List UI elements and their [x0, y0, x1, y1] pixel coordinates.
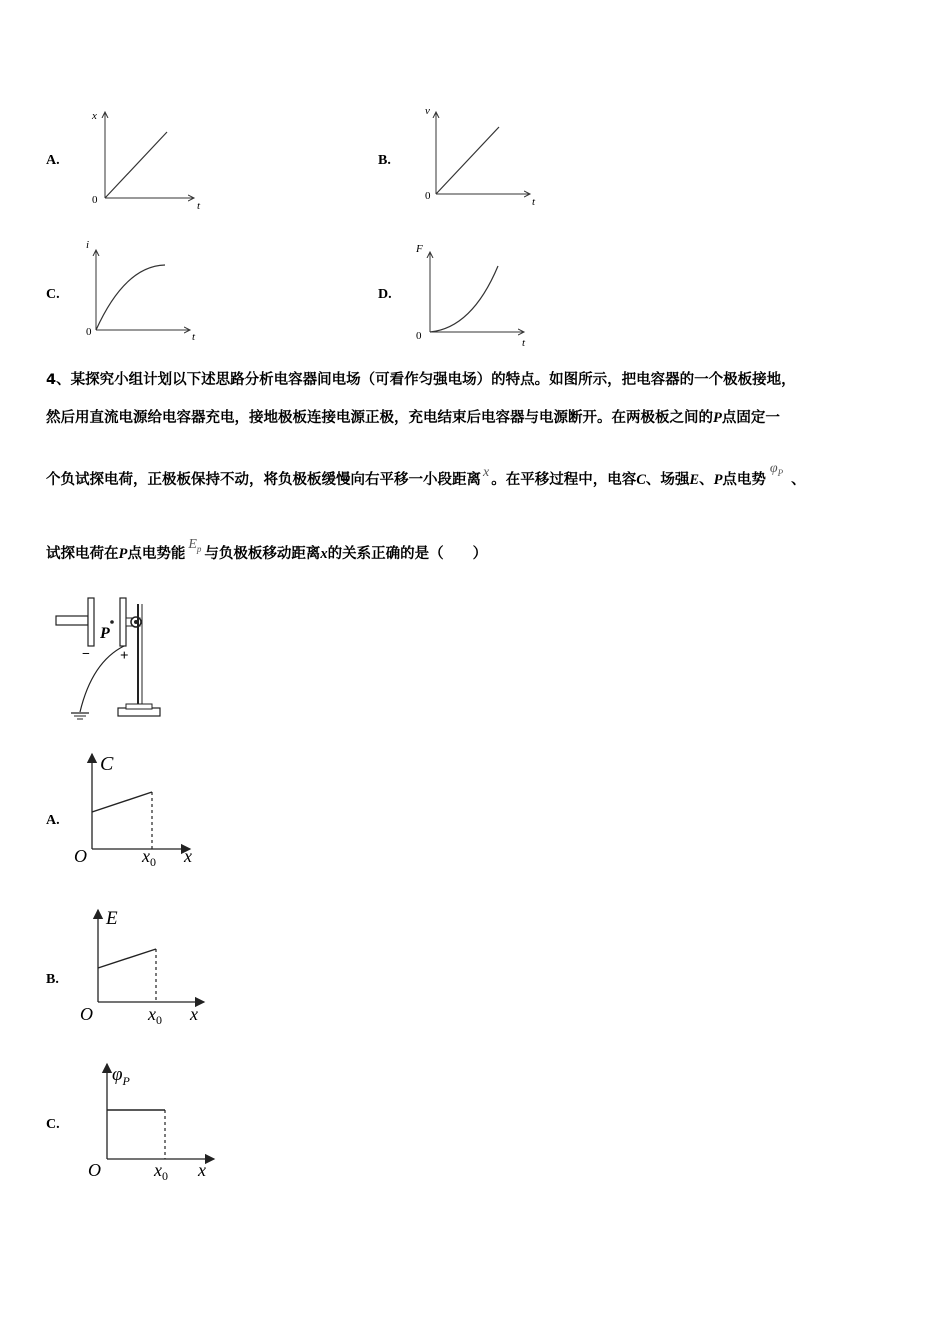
graph-c-i-t — [80, 236, 210, 346]
option-d-letter: D. — [378, 287, 392, 302]
graph-d-f-t — [412, 238, 542, 348]
graph-d-ylabel: F — [416, 243, 423, 255]
graph-c-ylabel: i — [86, 239, 90, 251]
graph-d-origin: 0 — [416, 330, 422, 342]
answer-b-line — [98, 949, 156, 968]
point-p-label: P — [100, 625, 110, 642]
graph-c-xlabel: t — [192, 331, 196, 343]
minus-sign: − — [82, 647, 90, 662]
answer-c-origin: O — [88, 1160, 101, 1180]
graph-c-curve — [96, 265, 165, 330]
answer-graph-a-c-x — [66, 746, 216, 872]
question-line-4: 试探电荷在P点电势能$E^p$ 与负极板移动距离x的关系正确的是（ ） — [46, 537, 488, 562]
capacitor-apparatus-figure — [52, 592, 172, 724]
graph-a-xlabel: t — [197, 200, 201, 212]
graph-b-v-t — [417, 100, 547, 210]
answer-graph-b-e-x — [72, 906, 222, 1032]
graph-d-xlabel: t — [522, 337, 526, 348]
graph-d-curve — [430, 266, 498, 332]
graph-a-ylabel: x — [92, 110, 97, 122]
answer-c-xlabel: x — [198, 1160, 206, 1180]
answer-graph-c-phi-x — [80, 1060, 230, 1186]
answer-a-xlabel: x — [184, 846, 192, 866]
graph-c-origin: 0 — [86, 326, 92, 338]
answer-c-x0: $x_0$ — [154, 1160, 168, 1183]
answer-c-letter: C. — [46, 1117, 60, 1132]
question-line-3: 个负试探电荷，正极板保持不动，将负极板缓慢向右平移一小段距离 x 。在平移过程中，电容C、场强E、P点电势$\varphi^P$ 、 — [46, 461, 806, 488]
answer-a-x0: $x_0$ — [142, 846, 156, 869]
answer-a-line — [92, 792, 152, 812]
option-b-letter: B. — [378, 153, 391, 168]
answer-a-letter: A. — [46, 813, 60, 828]
graph-b-line — [436, 127, 499, 194]
answer-a-origin: O — [74, 846, 87, 866]
answer-b-x0: $x_0$ — [148, 1004, 162, 1027]
answer-b-origin: O — [80, 1004, 93, 1024]
question-line-1: 4、某探究小组计划以下述思路分析电容器间电场（可看作匀强电场）的特点。如图所示，把电容器的一个极板接地， — [46, 372, 796, 388]
point-p — [110, 620, 114, 624]
answer-b-xlabel: x — [190, 1004, 198, 1024]
answer-c-ylabel: $\varphi_P$ — [112, 1064, 130, 1088]
answer-b-letter: B. — [46, 972, 59, 987]
answer-b-ylabel: E — [106, 908, 118, 929]
question-line-2: 然后用直流电源给电容器充电，接地极板连接电源正极，充电结束后电容器与电源断开。在两极板之间的P点固定一 — [46, 410, 780, 426]
plus-sign: + — [120, 648, 129, 664]
negative-plate — [88, 598, 94, 646]
graph-b-ylabel: v — [425, 105, 430, 117]
option-a-letter: A. — [46, 153, 60, 168]
answer-a-ylabel: C — [100, 753, 114, 775]
graph-b-origin: 0 — [425, 190, 431, 202]
graph-a-line — [105, 132, 167, 198]
positive-plate — [120, 598, 126, 646]
option-c-letter: C. — [46, 287, 60, 302]
graph-a-x-t — [82, 102, 212, 212]
graph-a-origin: 0 — [92, 194, 98, 206]
graph-b-xlabel: t — [532, 196, 536, 208]
